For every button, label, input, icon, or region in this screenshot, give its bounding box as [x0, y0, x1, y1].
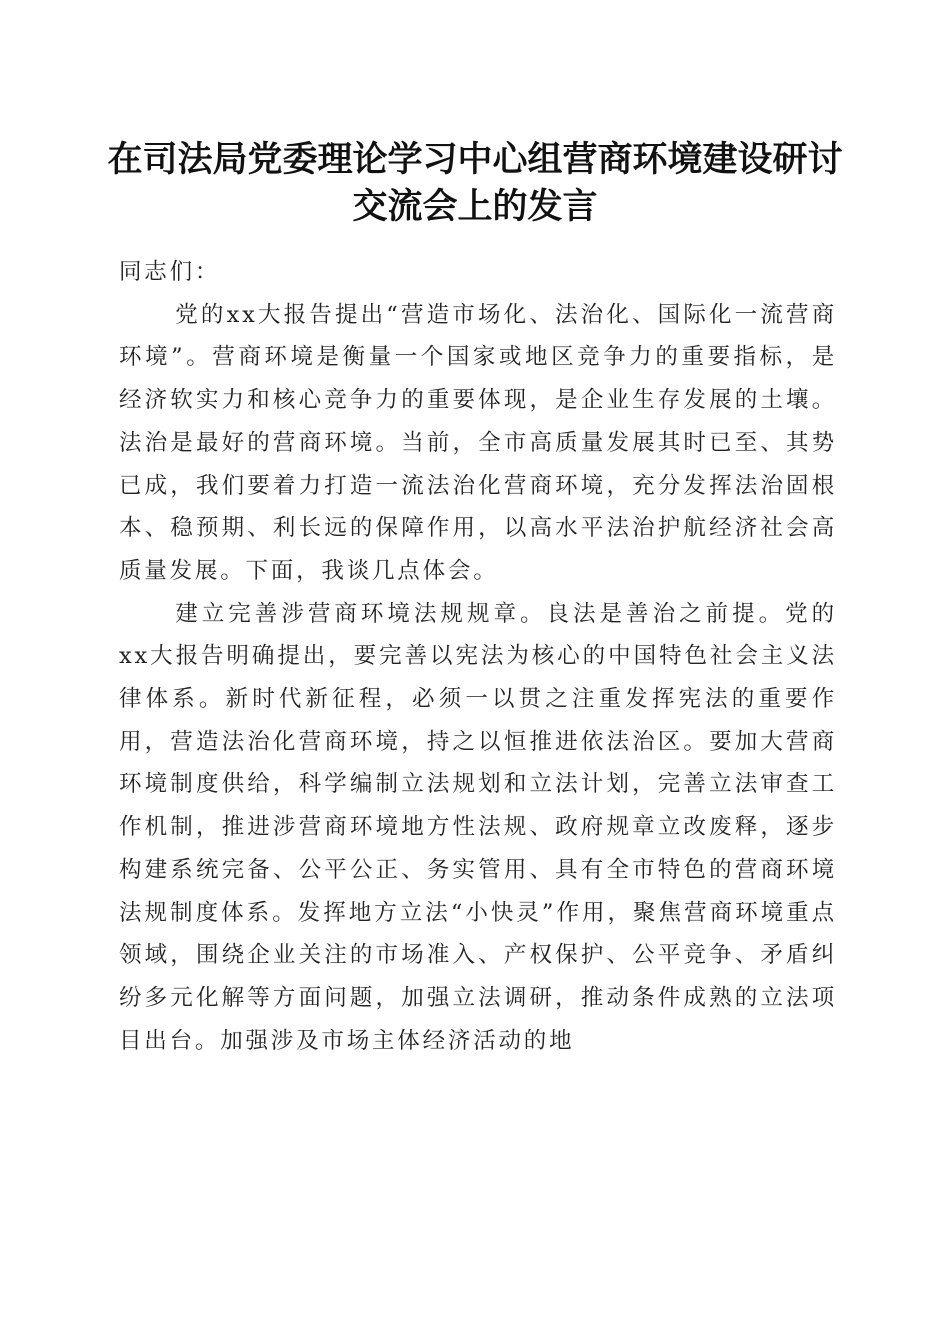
paragraph-legislation: 建立完善涉营商环境法规规章。良法是善治之前提。党的xx大报告明确提出，要完善以宪法为核心的中国特色社会主义法律体系。新时代新征程，必须一以贯之注重发挥宪法的重要作用，营造法治化营商环境，持之以恒推进依法治区。要加大营商环境制度供给，科学编制立法规划和立法计划，完善立法审查工作机制，推进涉营商环境地方性法规、政府规章立改废释，逐步构建系统完备、公平公正、务实管用、具有全市特色的营商环境法规制度体系。发挥地方立法“小快灵”作用，聚焦营商环境重点领域，围绕企业关注的市场准入、产权保护、公平竞争、矛盾纠纷多元化解等方面问题，加强立法调研，推动条件成熟的立法项目出台。加强涉及市场主体经济活动的地 [119, 600, 837, 1054]
document-title: 在司法局党委理论学习中心组营商环境建设研讨交流会上的发言 [107, 139, 843, 227]
salutation: 同志们： [119, 259, 221, 285]
document-body [119, 251, 837, 1062]
paragraph-intro: 党的xx大报告提出“营造市场化、法治化、国际化一流营商环境”。营商环境是衡量一个国家或地区竞争力的重要指标，是经济软实力和核心竞争力的重要体现，是企业生存发展的土壤。法治是最好的营商环境。当前，全市高质量发展其时已至、其势已成，我们要着力打造一流法治化营商环境，充分发挥法治固根本、稳预期、利长远的保障作用，以高水平法治护航经济社会高质量发展。下面，我谈几点体会。 [119, 301, 837, 584]
